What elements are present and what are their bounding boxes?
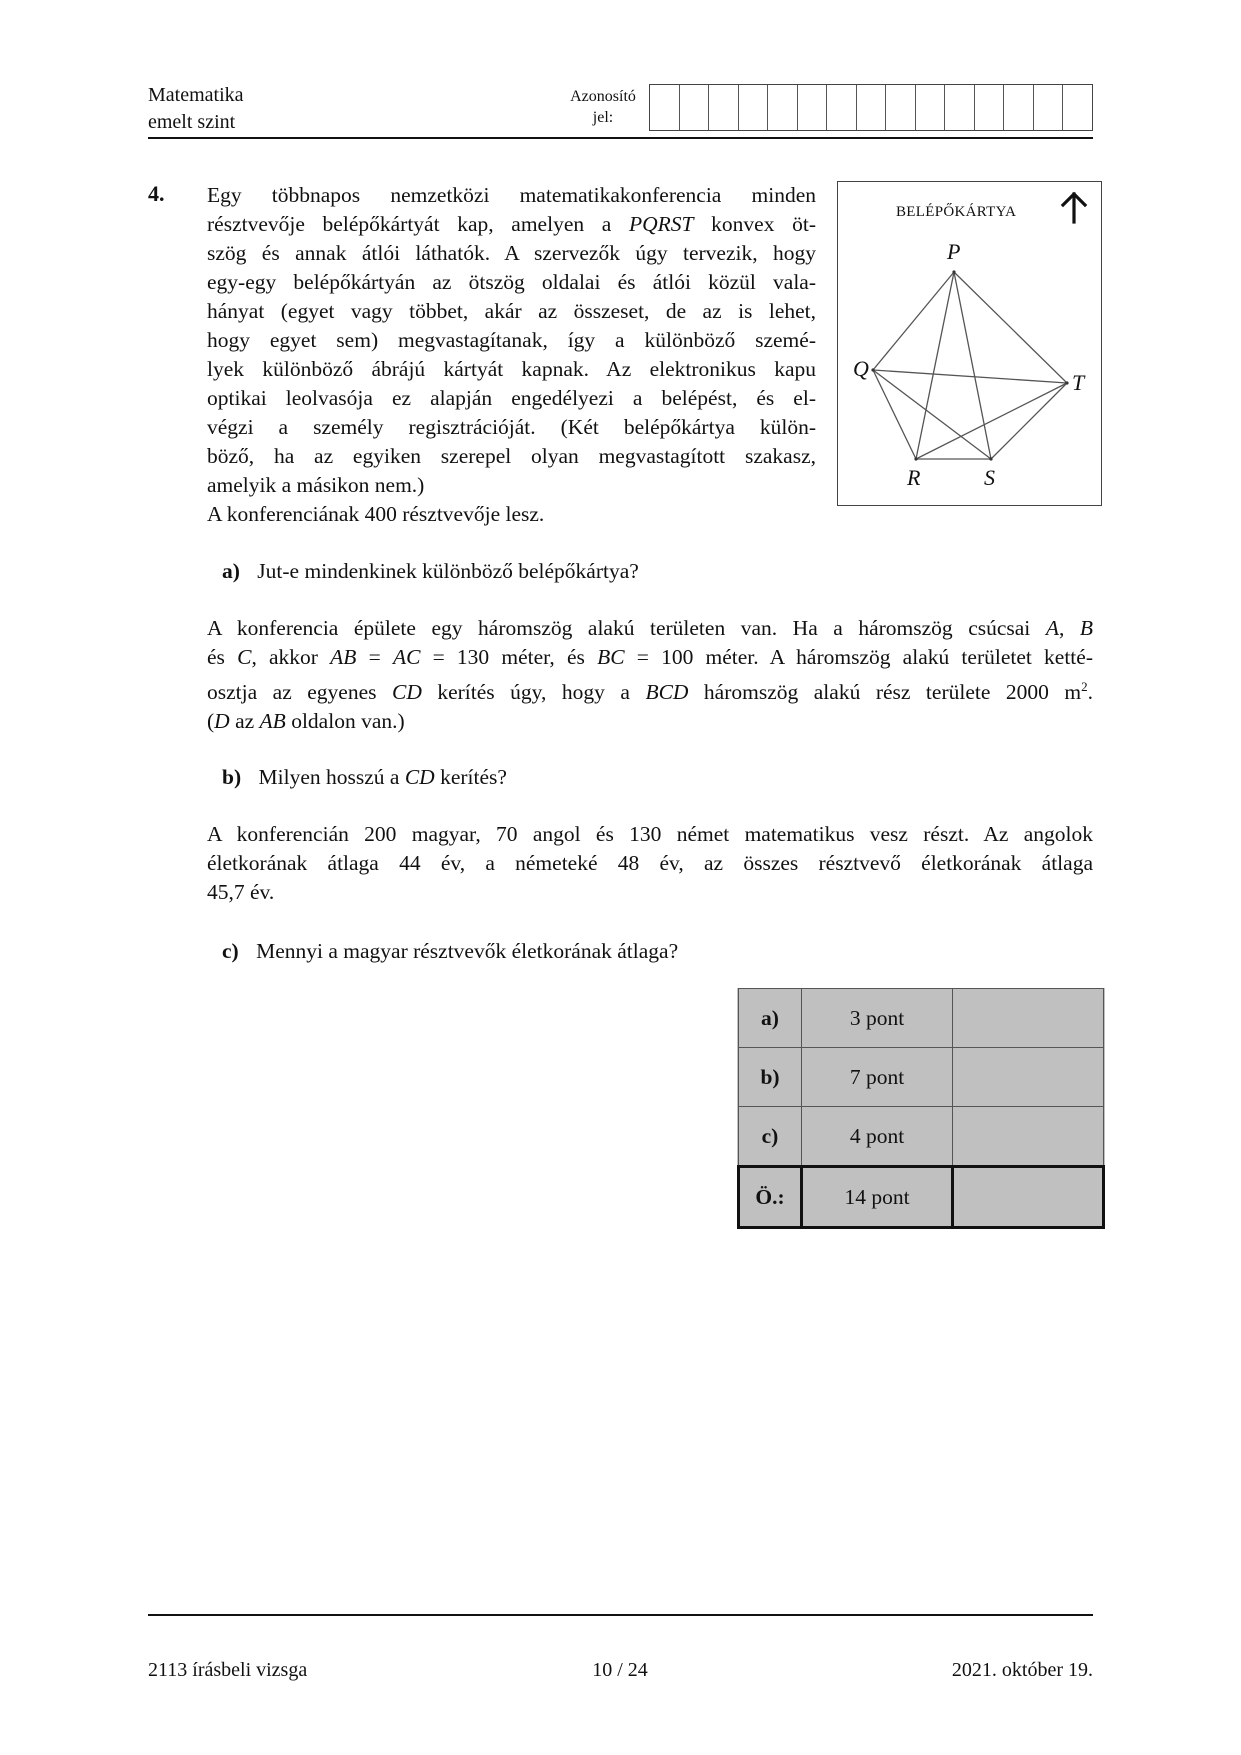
subject-name: Matematika: [148, 84, 244, 106]
part-c-label: c): [222, 939, 239, 963]
score-table: [737, 988, 1105, 1229]
intro-line: lyek különböző ábrájú kártyát kapnak. Az elektronikus kapu: [207, 357, 816, 381]
id-label: [563, 86, 643, 128]
para-line: 45,7 év.: [207, 880, 275, 904]
id-cell[interactable]: [709, 85, 739, 130]
score-row-a: [739, 989, 1104, 1048]
score-row-label: b): [739, 1048, 802, 1107]
header-rule: [148, 137, 1093, 139]
triangle-paragraph: [207, 614, 1093, 736]
part-b-text: Milyen hosszú a CD kerítés?: [258, 765, 507, 789]
score-total-earned-field[interactable]: [953, 1167, 1104, 1228]
intro-line: hogy egyet sem) megvastagítanak, így a különböző szemé-: [207, 328, 816, 352]
score-row-earned-field[interactable]: [953, 1048, 1104, 1107]
card-title: BELÉPŐKÁRTYA: [896, 204, 1017, 220]
intro-line: résztvevője belépőkártyát kap, amelyen a PQRST konvex öt-: [207, 212, 816, 236]
point-label-s: S: [984, 465, 995, 490]
id-input-boxes[interactable]: [649, 84, 1093, 131]
footer-rule: [148, 1614, 1093, 1616]
part-c-question: [222, 937, 678, 966]
id-cell[interactable]: [827, 85, 857, 130]
id-cell[interactable]: [886, 85, 916, 130]
part-a-question: [222, 557, 639, 586]
score-row-c: [739, 1107, 1104, 1167]
id-cell[interactable]: [739, 85, 769, 130]
subject-level: emelt szint: [148, 111, 236, 133]
id-cell[interactable]: [975, 85, 1005, 130]
id-cell[interactable]: [1034, 85, 1064, 130]
age-paragraph: [207, 820, 1093, 907]
para-line: A konferencián 200 magyar, 70 angol és 130 német matematikus vesz részt. Az angolok: [207, 822, 1093, 846]
id-cell[interactable]: [798, 85, 828, 130]
score-row-earned-field[interactable]: [953, 1107, 1104, 1167]
footer-page-number: 10 / 24: [592, 1659, 648, 1681]
intro-line: böző, ha az egyiken szerepel olyan megvastagított szakasz,: [207, 444, 816, 468]
point-label-q: Q: [853, 356, 869, 381]
intro-line: Egy többnapos nemzetközi matematikakonferencia minden: [207, 183, 816, 207]
point-label-t: T: [1072, 370, 1085, 395]
part-c-text: Mennyi a magyar résztvevők életkorának átlaga?: [256, 939, 679, 963]
score-total-label: Ö.:: [739, 1167, 802, 1228]
score-row-label: c): [739, 1107, 802, 1167]
id-cell[interactable]: [916, 85, 946, 130]
intro-line: A konferenciának 400 résztvevője lesz.: [207, 502, 545, 526]
footer-exam-code: 2113 írásbeli vizsga: [148, 1659, 308, 1681]
part-a-label: a): [222, 559, 240, 583]
para-line: A konferencia épülete egy háromszög alakú területen van. Ha a háromszög csúcsai A, B: [207, 616, 1093, 640]
pentagon-figure: [838, 182, 1103, 507]
problem-number: 4.: [148, 181, 165, 206]
point-label-r: R: [907, 465, 921, 490]
point-label-p: P: [947, 239, 961, 264]
para-line: (D az AB oldalon van.): [207, 709, 405, 734]
intro-line: végzi a személy regisztrációját. (Két belépőkártya külön-: [207, 415, 816, 439]
footer-date: 2021. október 19.: [951, 1659, 1093, 1681]
up-arrow-icon: [1063, 194, 1085, 222]
score-total-max-points: 14 pont: [802, 1167, 953, 1228]
para-line: osztja az egyenes CD kerítés úgy, hogy a BCD háromszög alakú rész területe 2000 $m^2$.: [207, 679, 1093, 705]
id-cell[interactable]: [650, 85, 680, 130]
intro-line: optikai leolvasója ez alapján engedélyezi a belépést, és el-: [207, 386, 816, 410]
id-cell[interactable]: [680, 85, 710, 130]
id-label-line1: Azonosító: [570, 88, 636, 105]
intro-line: amelyik a másikon nem.): [207, 473, 425, 497]
problem-intro: [207, 181, 816, 529]
id-cell[interactable]: [768, 85, 798, 130]
header-subject: [148, 82, 244, 136]
score-row-label: a): [739, 989, 802, 1048]
intro-line: egy-egy belépőkártyán az ötszög oldalai és átlói közül vala-: [207, 270, 816, 294]
score-row-max-points: 7 pont: [802, 1048, 953, 1107]
score-row-total: [739, 1167, 1104, 1228]
id-cell[interactable]: [1063, 85, 1092, 130]
intro-line: szög és annak átlói láthatók. A szervezők úgy tervezik, hogy: [207, 241, 816, 265]
intro-line: hányat (egyet vagy többet, akár az összeset, de az is lehet,: [207, 299, 816, 323]
id-cell[interactable]: [857, 85, 887, 130]
part-a-text: Jut-e mindenkinek különböző belépőkártya?: [257, 559, 639, 583]
part-b-label: b): [222, 765, 242, 789]
score-row-max-points: 3 pont: [802, 989, 953, 1048]
part-b-question: [222, 763, 507, 792]
id-cell[interactable]: [1004, 85, 1034, 130]
score-row-b: [739, 1048, 1104, 1107]
score-row-max-points: 4 pont: [802, 1107, 953, 1167]
para-line: és C, akkor AB = AC = 130 méter, és BC = 100 méter. A háromszög alakú területet ketté-: [207, 645, 1093, 669]
id-label-line2: jel:: [592, 109, 614, 126]
score-row-earned-field[interactable]: [953, 989, 1104, 1048]
id-cell[interactable]: [945, 85, 975, 130]
entry-card-diagram: [837, 181, 1102, 506]
pentagon-name: PQRST: [628, 212, 694, 236]
para-line: életkorának átlaga 44 év, a németeké 48 év, az összes résztvevő életkorának átlaga: [207, 851, 1093, 875]
